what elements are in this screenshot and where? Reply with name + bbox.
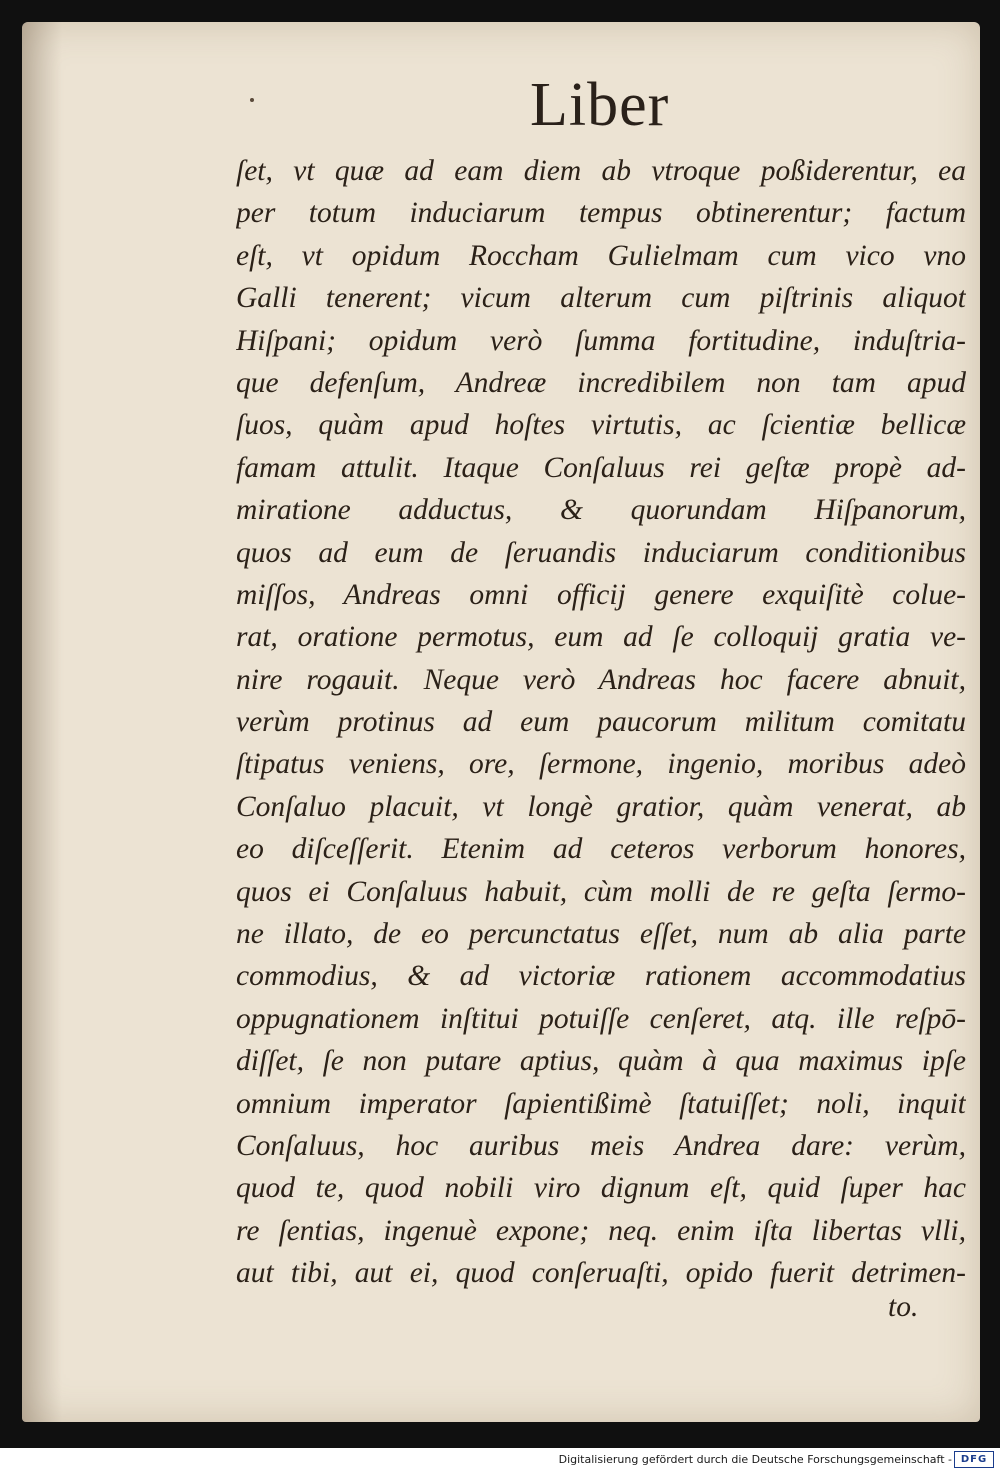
text-line: ſet, vt quæ ad eam diem ab vtroque poßiderentur, ea: [236, 155, 966, 187]
text-line: nire rogauit. Neque verò Andreas hoc facere abnuit,: [236, 663, 966, 696]
text-line: que defenſum, Andreæ incredibilem non tam apud: [236, 366, 966, 399]
digitization-credit: Digitalisierung gefördert durch die Deutsche Forschungsgemeinschaft -: [558, 1453, 952, 1466]
text-line: miſſos, Andreas omni officij genere exquiſitè colue-: [236, 578, 966, 611]
text-line: famam attulit. Itaque Conſaluus rei geſtæ propè ad-: [236, 451, 966, 484]
text-line: commodius, & ad victoriæ rationem accommodatius: [236, 960, 966, 993]
text-line: ſuos, quàm apud hoſtes virtutis, ac ſcientiæ bellicæ: [236, 409, 966, 442]
text-line: eſt, vt opidum Roccham Gulielmam cum vico vno: [236, 239, 966, 272]
text-line: quos ad eum de ſeruandis induciarum conditionibus: [236, 536, 966, 569]
text-line: diſſet, ſe non putare aptius, quàm à qua maximus ipſe: [236, 1045, 966, 1078]
text-line: ne illato, de eo percunctatus eſſet, num ab alia parte: [236, 918, 966, 951]
text-line: Galli tenerent; vicum alterum cum piſtrinis aliquot: [236, 282, 966, 315]
spine-shadow: [22, 22, 62, 1422]
text-line: per totum induciarum tempus obtinerentur; factum: [236, 197, 966, 230]
text-line: aut tibi, aut ei, quod conſeruaſti, opido fuerit detrimen-: [236, 1257, 966, 1290]
ink-speck: [250, 98, 254, 102]
catchword: to.: [888, 1291, 919, 1323]
text-line: oppugnationem inſtitui potuiſſe cenſeret, atq. ille reſpō-: [236, 1002, 966, 1035]
text-line: quos ei Conſaluus habuit, cùm molli de re geſta ſermo-: [236, 875, 966, 908]
text-line: Hiſpani; opidum verò ſumma fortitudine, induſtria-: [236, 324, 966, 357]
dfg-logo: DFG: [954, 1451, 994, 1468]
text-line: rat, oratione permotus, eum ad ſe colloquij gratia ve-: [236, 621, 966, 654]
text-line: ſtipatus veniens, ore, ſermone, ingenio, moribus adeò: [236, 748, 966, 781]
text-line: verùm protinus ad eum paucorum militum comitatu: [236, 706, 966, 739]
text-line: Conſaluo placuit, vt longè gratior, quàm venerat, ab: [236, 790, 966, 823]
body-text: [236, 150, 966, 1295]
text-line: Conſaluus, hoc auribus meis Andrea dare: verùm,: [236, 1129, 966, 1162]
text-line: eo diſceſſerit. Etenim ad ceteros verborum honores,: [236, 833, 966, 866]
text-line: quod te, quod nobili viro dignum eſt, quid ſuper hac: [236, 1172, 966, 1205]
text-line: omnium imperator ſapientißimè ſtatuiſſet; noli, inquit: [236, 1087, 966, 1120]
text-line: re ſentias, ingenuè expone; neq. enim iſta libertas vlli,: [236, 1214, 966, 1247]
running-head: Liber: [530, 71, 670, 139]
text-line: miratione adductus, & quorundam Hiſpanorum,: [236, 494, 966, 527]
